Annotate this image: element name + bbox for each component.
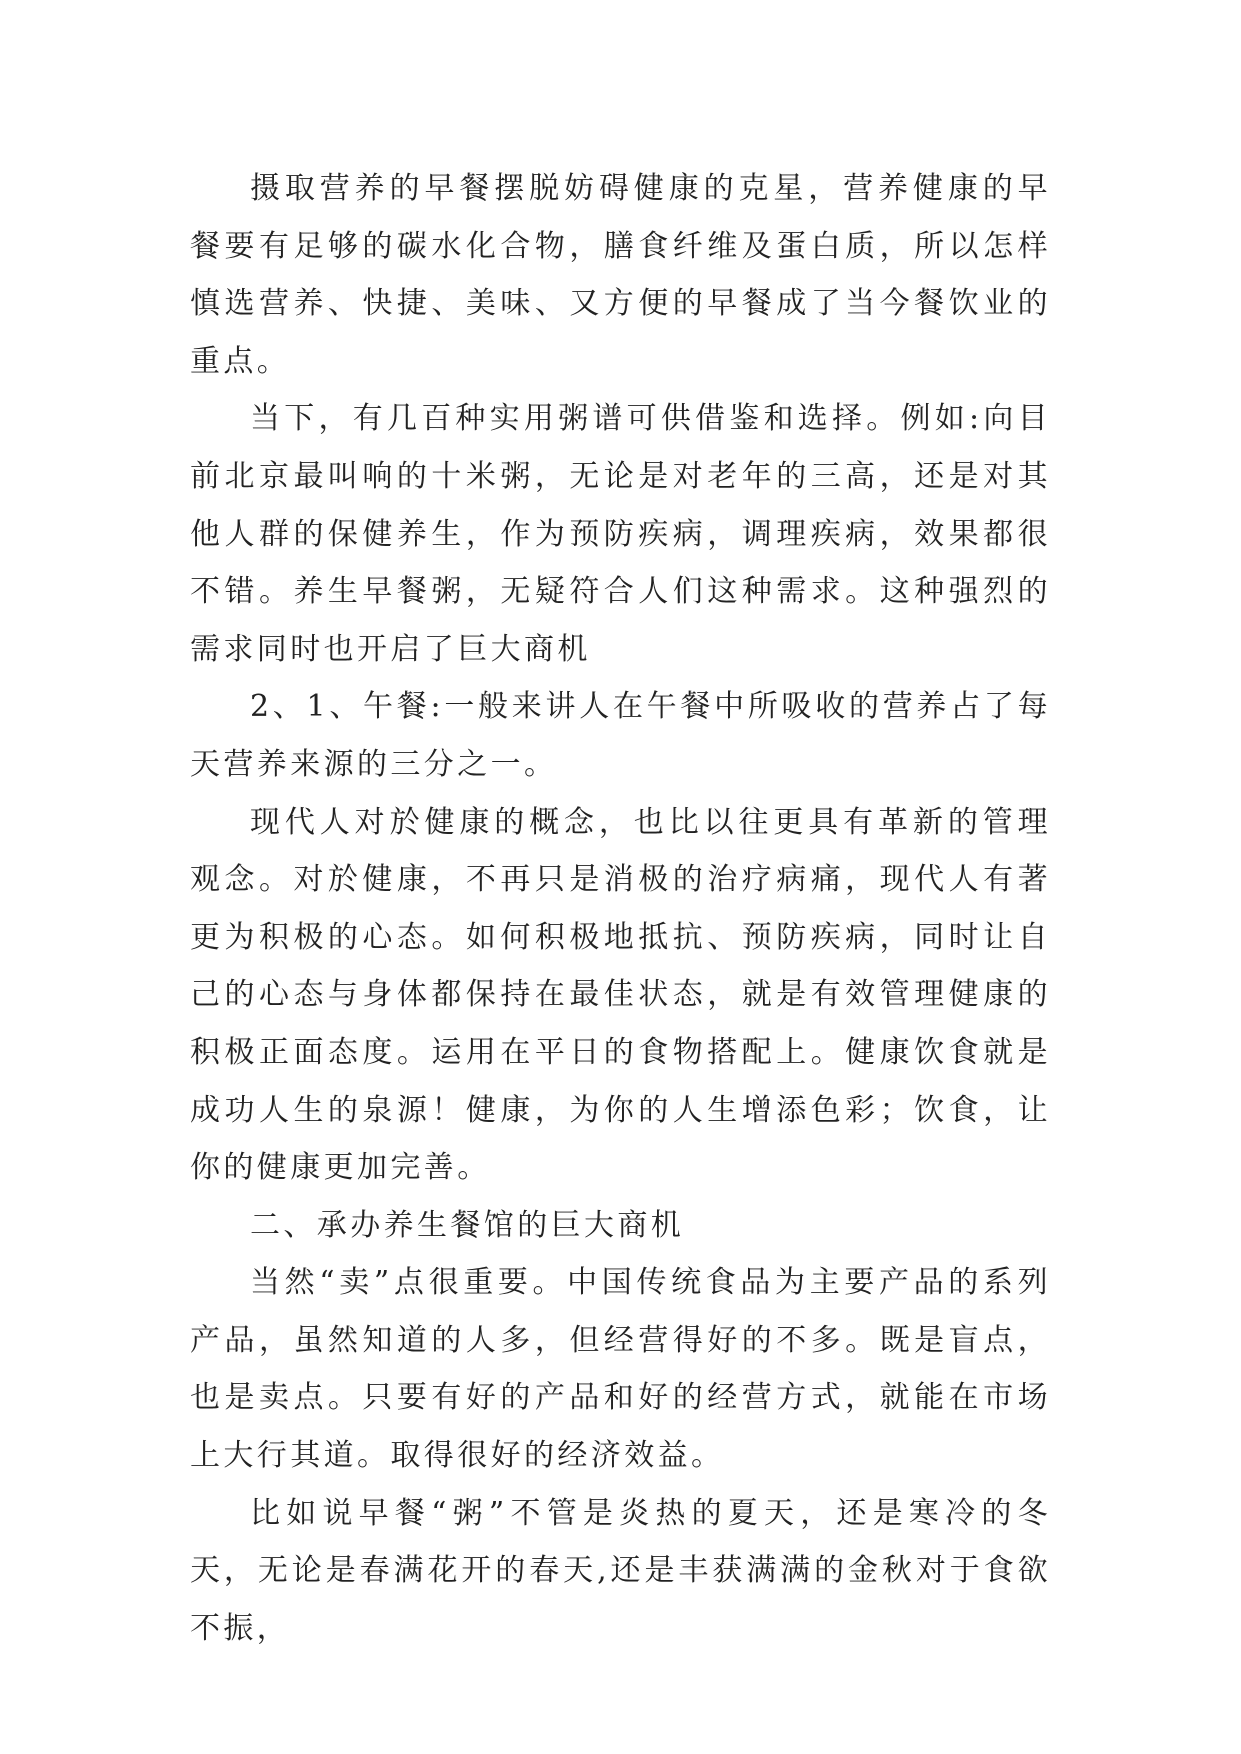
section-heading: 二、承办养生餐馆的巨大商机 [250, 1207, 685, 1243]
paragraph-lunch: 2、1、午餐:一般来讲人在午餐中所吸收的营养占了每天营养来源的三分之一。 [190, 689, 1051, 782]
paragraph-breakfast-nutrition: 摄取营养的早餐摆脱妨碍健康的克星，营养健康的早餐要有足够的碳水化合物，膳食纤维及蛋白质，所以怎样慎选营养、快捷、美味、又方便的早餐成了当今餐饮业的重点。 [190, 171, 1051, 379]
paragraph-modern-health: 现代人对於健康的概念，也比以往更具有革新的管理观念。对於健康，不再只是消极的治疗病痛，现代人有著更为积极的心态。如何积极地抵抗、预防疾病，同时让自己的心态与身体都保持在最佳状态，就是有效管理健康的积极正面态度。运用在平日的食物搭配上。健康饮食就是成功人生的泉源！健康，为你的人生增添色彩；饮食，让你的健康更加完善。 [190, 804, 1051, 1186]
paragraph-selling-point: 当然“卖”点很重要。中国传统食品为主要产品的系列产品，虽然知道的人多，但经营得好的不多。既是盲点，也是卖点。只要有好的产品和好的经营方式，就能在市场上大行其道。取得很好的经济效益。 [190, 1265, 1051, 1474]
paragraph-porridge-recipes: 当下，有几百种实用粥谱可供借鉴和选择。例如:向目前北京最叫响的十米粥，无论是对老年的三高，还是对其他人群的保健养生，作为预防疾病，调理疾病，效果都很不错。养生早餐粥，无疑符合人们这种需求。这种强烈的需求同时也开启了巨大商机 [190, 401, 1051, 667]
paragraph-breakfast-porridge: 比如说早餐“粥”不管是炎热的夏天，还是寒冷的冬天，无论是春满花开的春天,还是丰获满满的金秋对于食欲不振， [190, 1495, 1051, 1646]
